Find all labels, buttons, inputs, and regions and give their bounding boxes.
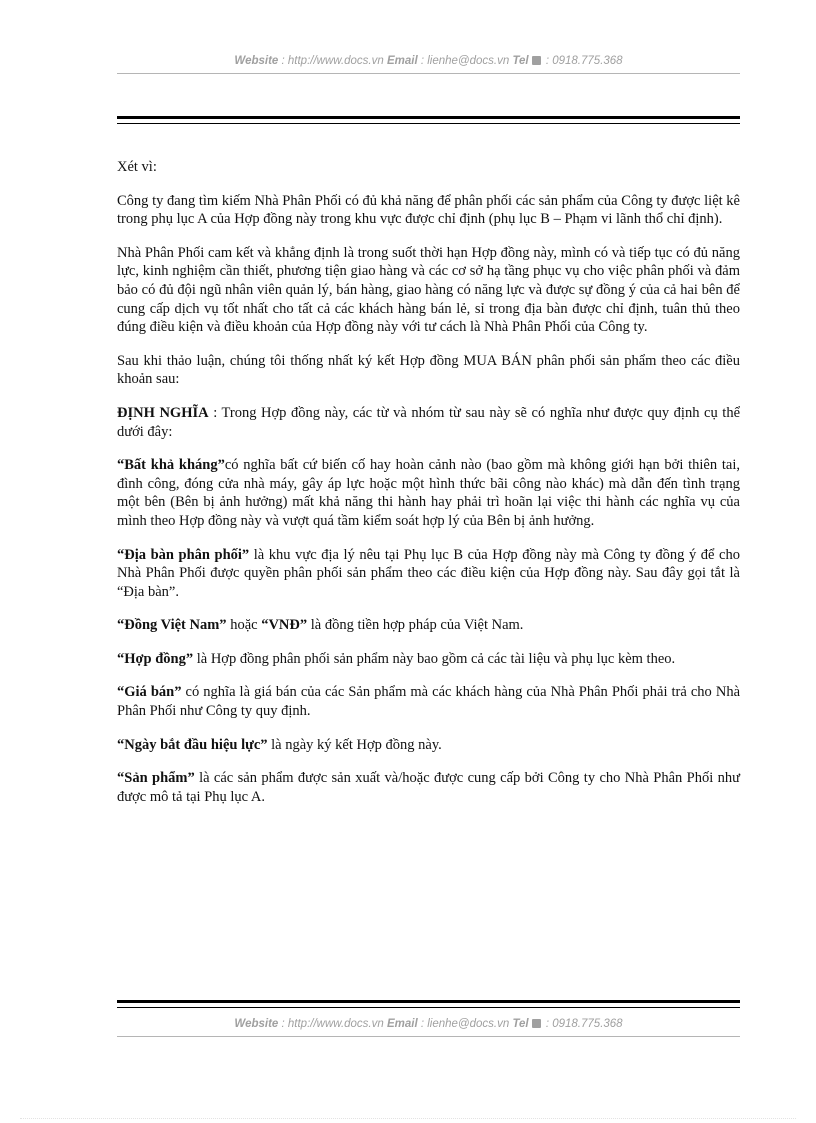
footer-rule (117, 1036, 740, 1037)
header-tel-value: : 0918.775.368 (542, 55, 623, 67)
definition-text: là các sản phẩm được sản xuất và/hoặc được cung cấp bởi Công ty cho Nhà Phân Phối như được mô tả tại Phụ lục A. (117, 770, 740, 805)
footer-email-value: : lienhe@docs.vn (417, 1018, 513, 1030)
definition-text: là Hợp đồng phân phối sản phẩm này bao gồm cả các tài liệu và phụ lục kèm theo. (193, 650, 676, 667)
definition-term: “Bất khả kháng” (117, 457, 225, 474)
paragraph-text: Công ty đang tìm kiếm Nhà Phân Phối có đủ khả năng để phân phối các sản phẩm của Công ty được liệt kê trong phụ lục A của Hợp đồng này trong khu vực được chỉ định (phụ lục B – Phạm vi lãnh thổ chỉ định). (117, 192, 740, 228)
definition-text: có nghĩa là giá bán của các Sản phẩm mà các khách hàng của Nhà Phân Phối phải trả cho Nhà Phân Phối như Công ty quy định. (117, 684, 741, 720)
definition-price (117, 683, 740, 720)
paragraph-agreement (117, 352, 740, 389)
definition-text: là khu vực địa lý nêu tại Phụ lục B của Hợp đồng này mà Công ty đồng ý để cho Nhà Phân Phối được quyền phân phối sản phẩm theo các điều kiện của Hợp đồng này. Sau đây gọi tắt là “Địa bàn”. (117, 546, 740, 600)
paragraph-distributor-commitment (117, 244, 740, 337)
header-email-label: Email (386, 55, 418, 67)
header-email-value: : lienhe@docs.vn (417, 55, 513, 67)
definition-text: là đồng tiền hợp pháp của Việt Nam. (307, 617, 524, 634)
footer-tel-label: Tel (512, 1018, 529, 1030)
header-tel-label: Tel (512, 55, 529, 67)
paragraph-text: Nhà Phân Phối cam kết và khẳng định là trong suốt thời hạn Hợp đồng này, mình có và tiếp tục có đủ năng lực, kinh nghiệm cần thiết, phương tiện giao hàng và các cơ sở hạ tầng phục vụ cho việc phân phối và đảm bảo có đủ đội ngũ nhân viên quản lý, bán hàng, giao hàng có năng lực và được sự đồng ý của cả hai bên để cung cấp dịch vụ tốt nhất cho tất cả các khách hàng bán lẻ, sỉ trong địa bàn được chỉ định, tuân thủ theo đúng điều kiện và điều khoản của Hợp đồng này với tư cách là Nhà Phân Phối của Công ty. (117, 244, 740, 336)
footer-tel-value: : 0918.775.368 (542, 1018, 623, 1030)
definition-force-majeure (117, 456, 740, 530)
paragraph-definitions (117, 404, 740, 441)
phone-icon (532, 1019, 541, 1028)
definition-term: “Ngày bắt đầu hiệu lực” (117, 736, 268, 753)
definition-term: “VNĐ” (261, 617, 308, 634)
footer-double-rule (117, 1000, 740, 1008)
paragraph-whereas (117, 158, 740, 177)
definition-text: có nghĩa bất cứ biến cố hay hoàn cảnh nào (bao gồm mà không giới hạn bởi thiên tai, đình công, đóng cửa nhà máy, gây áp lực hoặc một hình thức bãi công nào khác) mà dẫn đến tình trạng một bên (Bên bị ảnh hưởng) mất khả năng thi hành hay phải trì hoãn lại việc thi hành các nghĩa vụ của mình theo Hợp đồng này và vượt quá tầm kiểm soát hợp lý của Bên bị ảnh hưởng. (117, 457, 740, 529)
definition-term: “Sản phẩm” (117, 770, 195, 787)
footer-website-value: : http://www.docs.vn (278, 1018, 387, 1030)
definition-text: : Trong Hợp đồng này, các từ và nhóm từ sau này sẽ có nghĩa như được quy định cụ thể dưới đây: (117, 404, 741, 440)
paragraph-text: Xét vì: (117, 159, 157, 175)
page-footer (117, 1018, 740, 1030)
document-body (117, 158, 740, 821)
definition-term: “Giá bán” (117, 684, 182, 701)
page-header (117, 55, 740, 67)
paragraph-company-seeking (117, 192, 740, 229)
header-double-rule (117, 116, 740, 124)
definition-text: hoặc (226, 617, 262, 634)
header-website-label: Website (234, 55, 279, 67)
definition-term: “Hợp đồng” (117, 650, 194, 667)
definition-term: “Đồng Việt Nam” (117, 617, 227, 634)
definition-contract (117, 650, 740, 669)
phone-icon (532, 56, 541, 65)
definition-effective-date (117, 736, 740, 755)
footer-email-label: Email (386, 1018, 418, 1030)
definition-products (117, 769, 740, 806)
paragraph-text: Sau khi thảo luận, chúng tôi thống nhất ký kết Hợp đồng MUA BÁN phân phối sản phẩm theo các điều khoản sau: (117, 352, 740, 388)
header-website-value: : http://www.docs.vn (278, 55, 387, 67)
definition-currency (117, 616, 740, 635)
header-rule (117, 73, 740, 74)
footer-website-label: Website (234, 1018, 279, 1030)
definition-text: là ngày ký kết Hợp đồng này. (267, 736, 442, 753)
definition-term: ĐỊNH NGHĨA (117, 404, 209, 421)
page-bottom-border (20, 1118, 796, 1119)
definition-term: “Địa bàn phân phối” (117, 546, 250, 563)
definition-territory (117, 546, 740, 602)
